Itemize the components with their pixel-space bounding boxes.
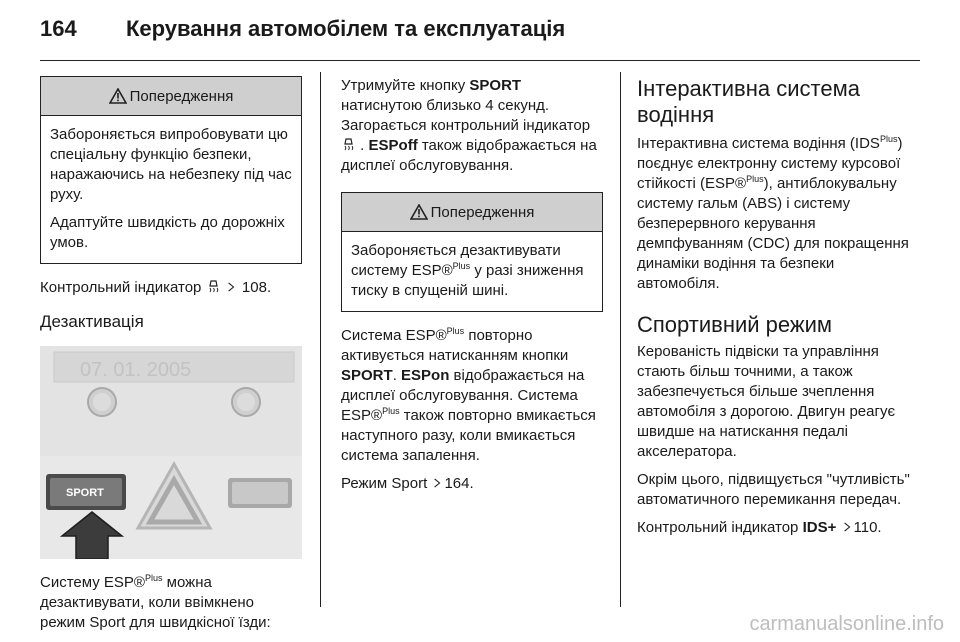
- column-3: [637, 76, 920, 538]
- page-reference-icon: [843, 520, 852, 534]
- column-divider: [620, 72, 621, 607]
- sport-button-label: SPORT: [66, 487, 104, 499]
- warning-header: [342, 193, 602, 232]
- warning-text: Адаптуйте швидкість до дорожніх умов.: [50, 214, 285, 251]
- sport-mode-text: Керованість підвіски та управління стають більш точними, а також забезпечується більше зчеплення автомобіля з дорогою. Двигун реагує швидше на натискання педалі акселератора.: [637, 343, 896, 460]
- column-1: [40, 76, 302, 633]
- watermark: carmanualsonline.info: [749, 613, 944, 635]
- indicator-text: Контрольний індикатор: [40, 279, 202, 296]
- warning-title: Попередження: [430, 203, 535, 221]
- ids-description: Інтерактивна система водіння $(IDS^{Plus})$ поєднує електронну систему курсової стійкості (ESP®$^{Plus}$), антиблокувальну систему гальм (ABS) і систему безперервного керування демпфуванням (CDC) для покращення динаміки водіння та безпеки автомобіля.: [637, 134, 909, 292]
- hold-sport-instruction: Утримуйте кнопку SPORT натиснутою близько 4 секунд. Загорається контрольний індикатор . ESPoff також відображається на дисплеї обслуговування.: [341, 77, 597, 174]
- display-date-text: 07. 01. 2005: [80, 359, 192, 381]
- column-2: [341, 76, 603, 494]
- warning-box: [40, 76, 302, 264]
- warning-box: [341, 192, 603, 312]
- warning-triangle-icon: [410, 204, 428, 220]
- header-divider: [40, 60, 920, 61]
- warning-title: Попередження: [129, 87, 234, 105]
- sport-button-photo: [40, 346, 302, 559]
- warning-body: [41, 116, 301, 263]
- section-heading-ids: Інтерактивна система водіння: [637, 76, 860, 127]
- esp-indicator-icon: [208, 280, 219, 294]
- dashboard-illustration: [40, 346, 302, 559]
- page-number: 164: [40, 16, 77, 41]
- sport-mode-reference: Режим Sport 164.: [341, 475, 474, 492]
- indicator-page-ref: 108.: [241, 279, 272, 296]
- warning-header: [41, 77, 301, 116]
- page-title: Керування автомобілем та експлуатація: [126, 16, 566, 41]
- section-heading-sport-mode: Спортивний режим: [637, 312, 833, 337]
- ids-indicator-reference: Контрольний індикатор IDS+ 110.: [637, 519, 882, 536]
- page-reference-icon: [227, 280, 236, 294]
- section-heading-deactivation: Дезактивація: [40, 312, 144, 331]
- warning-text: Забороняється дезактивувати систему ESP®$^{Plus}$ у разі зниження тиску в спущеній шині.: [351, 242, 584, 299]
- sport-mode-text: Окрім цього, підвищується "чутливість" автоматичного перемикання передач.: [637, 471, 910, 508]
- deactivation-text: Систему ESP®$^{Plus}$ можна дезактивувати, коли ввімкнено режим Sport для швидкісної їзди:: [40, 573, 271, 631]
- page-reference-icon: [433, 476, 442, 490]
- reactivation-text: Система ESP®$^{Plus}$ повторно активується натисканням кнопки SPORT. ESPon відображається на дисплеї обслуговування. Система ESP®$^{Plus}$ також повторно вмикається наступного разу, коли вмикається система запалення.: [341, 326, 596, 464]
- esp-indicator-icon: [343, 138, 354, 152]
- column-divider: [320, 72, 321, 607]
- page-header: [40, 16, 920, 52]
- warning-body: [342, 232, 602, 311]
- indicator-reference: [40, 278, 302, 298]
- warning-triangle-icon: [109, 88, 127, 104]
- warning-text: Забороняється випробовувати цю спеціальну функцію безпеки, наражаючись на небезпеку під час руху.: [50, 126, 292, 203]
